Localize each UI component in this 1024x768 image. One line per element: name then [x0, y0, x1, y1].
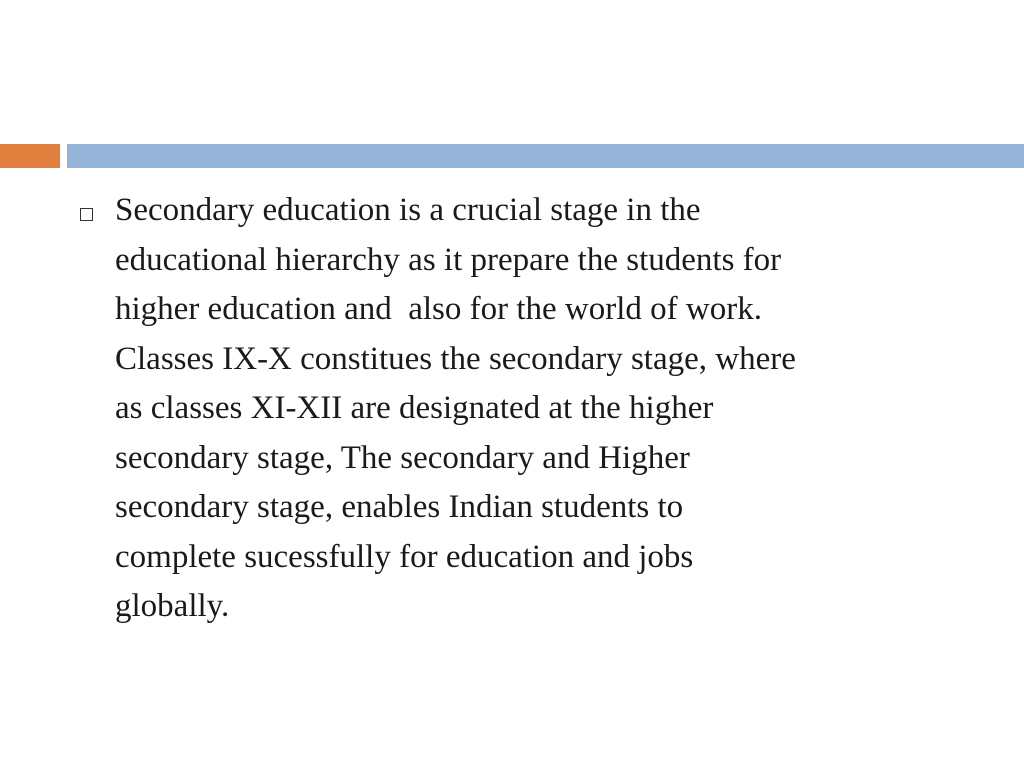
bullet-line: secondary stage, enables Indian students to	[115, 489, 684, 525]
bullet-line: Secondary education is a crucial stage in the	[115, 192, 701, 228]
bullet-line: Classes IX-X constitues the secondary stage, where	[115, 340, 796, 377]
bullet-line: higher education and also for the world of work.	[115, 291, 762, 327]
bullet-line: as classes XI-XII are designated at the higher	[115, 390, 714, 426]
bullet-line: globally.	[115, 588, 230, 624]
bullet-line: complete sucessfully for education and jobs	[115, 538, 694, 575]
bullet-line: educational hierarchy as it prepare the students for	[115, 241, 782, 278]
bullet-text	[115, 186, 973, 632]
bullet-item	[80, 186, 980, 632]
accent-bar-orange	[0, 144, 60, 168]
accent-bar-blue	[67, 144, 1024, 168]
slide-content	[80, 186, 980, 632]
bullet-line: secondary stage, The secondary and Higher	[115, 439, 690, 476]
hollow-square-icon	[80, 208, 93, 221]
